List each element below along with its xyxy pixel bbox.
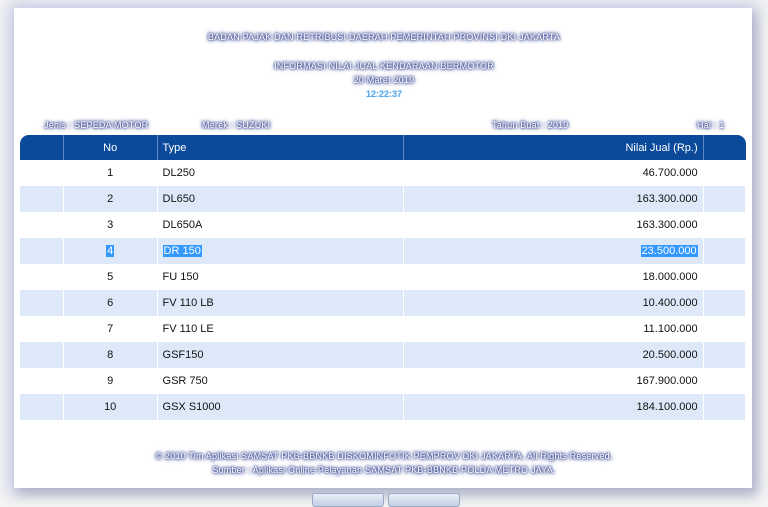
row-type-cell-text: DL250 [162, 167, 195, 179]
row-type-cell [157, 316, 403, 342]
table-row[interactable] [20, 160, 746, 186]
row-extra-cell [703, 342, 745, 368]
table-row[interactable] [20, 186, 746, 212]
source-text: Sumber : Aplikasi Online Pelayanan SAMSAT PKB-BBNKB POLDA METRO JAYA. [212, 465, 556, 475]
row-value-cell [403, 212, 703, 238]
row-no-cell [63, 264, 157, 290]
row-value-cell [403, 290, 703, 316]
table-row[interactable] [20, 316, 746, 342]
action-button-1[interactable] [312, 493, 384, 507]
row-extra-cell [703, 368, 745, 394]
row-type-cell [157, 186, 403, 212]
row-no-cell [63, 186, 157, 212]
report-time: 12:22:37 [365, 89, 403, 99]
copyright-text: © 2010 Tim Aplikasi SAMSAT PKB-BBNKB DISKOMINFOTIK PEMPROV DKI JAKARTA. All Rights Reserved. [155, 451, 613, 461]
row-no-cell-text: 5 [107, 271, 114, 283]
row-value-cell [403, 368, 703, 394]
row-extra-cell [703, 160, 745, 186]
row-gap-cell [20, 238, 63, 264]
org-title: BADAN PAJAK DAN RETRIBUSI DAERAH PEMERINTAH PROVINSI DKI JAKARTA [207, 32, 561, 42]
table-row[interactable] [20, 238, 746, 264]
report-date: 20 Maret 2019 [353, 75, 415, 85]
row-no-cell [63, 160, 157, 186]
row-no-cell-text: 4 [107, 245, 114, 257]
row-no-cell-text: 9 [107, 375, 114, 387]
row-type-cell [157, 238, 403, 264]
row-no-cell-text: 2 [107, 193, 114, 205]
row-type-cell-text: GSX S1000 [162, 401, 221, 413]
row-no-cell-text: 8 [107, 349, 114, 361]
price-table [20, 135, 746, 420]
row-type-cell-text: DR 150 [163, 245, 201, 257]
row-no-cell-text: 7 [107, 323, 114, 335]
row-gap-cell [20, 316, 63, 342]
row-value-cell-text: 23.500.000 [641, 245, 697, 257]
row-type-cell [157, 160, 403, 186]
row-value-cell [403, 238, 703, 264]
row-no-cell-text: 1 [107, 167, 114, 179]
row-value-cell [403, 394, 703, 420]
row-no-cell [63, 394, 157, 420]
row-no-cell-text: 10 [104, 401, 117, 413]
row-value-cell [403, 342, 703, 368]
row-no-cell-text: 6 [107, 297, 114, 309]
row-extra-cell [703, 212, 745, 238]
row-type-cell-text: GSR 750 [162, 375, 208, 387]
row-value-cell [403, 160, 703, 186]
table-row[interactable] [20, 264, 746, 290]
row-type-cell-text: FV 110 LB [162, 297, 214, 309]
row-gap-cell [20, 212, 63, 238]
row-value-cell [403, 316, 703, 342]
row-type-cell [157, 394, 403, 420]
row-extra-cell [703, 186, 745, 212]
row-value-cell [403, 186, 703, 212]
row-type-cell [157, 342, 403, 368]
row-gap-cell [20, 186, 63, 212]
row-extra-cell [703, 290, 745, 316]
table-row[interactable] [20, 290, 746, 316]
table-header-row [20, 135, 746, 160]
row-value-cell-text: 20.500.000 [642, 349, 698, 361]
row-type-cell [157, 212, 403, 238]
row-no-cell [63, 238, 157, 264]
column-header-value: Nilai Jual (Rp.) [403, 135, 703, 160]
row-type-cell [157, 368, 403, 394]
row-no-cell [63, 290, 157, 316]
row-type-cell-text: DL650A [162, 219, 203, 231]
row-gap-cell [20, 368, 63, 394]
header-extra [703, 135, 745, 160]
row-type-cell-text: FU 150 [162, 271, 199, 283]
row-extra-cell [703, 394, 745, 420]
filter-jenis: Jenis : SEPEDA MOTOR [44, 120, 149, 130]
column-header-type: Type [157, 135, 403, 160]
row-no-cell-text: 3 [107, 219, 114, 231]
table-row[interactable] [20, 394, 746, 420]
table-row[interactable] [20, 342, 746, 368]
row-gap-cell [20, 160, 63, 186]
column-header-no: No [63, 135, 157, 160]
row-value-cell-text: 46.700.000 [642, 167, 698, 179]
row-value-cell-text: 10.400.000 [642, 297, 698, 309]
table-row[interactable] [20, 212, 746, 238]
row-value-cell-text: 18.000.000 [642, 271, 698, 283]
filter-merek: Merek : SUZUKI [202, 120, 271, 130]
row-type-cell-text: DL650 [162, 193, 195, 205]
row-value-cell-text: 11.100.000 [643, 323, 698, 335]
row-gap-cell [20, 394, 63, 420]
header-gap [20, 135, 63, 160]
filter-tahun: Tahun Buat : 2019 [492, 120, 569, 130]
row-no-cell [63, 212, 157, 238]
row-value-cell-text: 163.300.000 [636, 193, 698, 205]
row-value-cell-text: 167.900.000 [636, 375, 698, 387]
row-value-cell-text: 163.300.000 [636, 219, 698, 231]
action-button-2[interactable] [388, 493, 460, 507]
table-row[interactable] [20, 368, 746, 394]
page-number: Hal : 1 [697, 120, 725, 130]
row-type-cell [157, 264, 403, 290]
row-gap-cell [20, 342, 63, 368]
row-no-cell [63, 342, 157, 368]
row-type-cell-text: FV 110 LE [162, 323, 214, 335]
row-gap-cell [20, 290, 63, 316]
row-value-cell [403, 264, 703, 290]
row-extra-cell [703, 238, 745, 264]
row-value-cell-text: 184.100.000 [636, 401, 698, 413]
row-extra-cell [703, 316, 745, 342]
row-extra-cell [703, 264, 745, 290]
page-title: INFORMASI NILAI JUAL KENDARAAN BERMOTOR [274, 61, 494, 71]
row-no-cell [63, 368, 157, 394]
row-no-cell [63, 316, 157, 342]
row-type-cell-text: GSF150 [162, 349, 204, 361]
row-type-cell [157, 290, 403, 316]
row-gap-cell [20, 264, 63, 290]
